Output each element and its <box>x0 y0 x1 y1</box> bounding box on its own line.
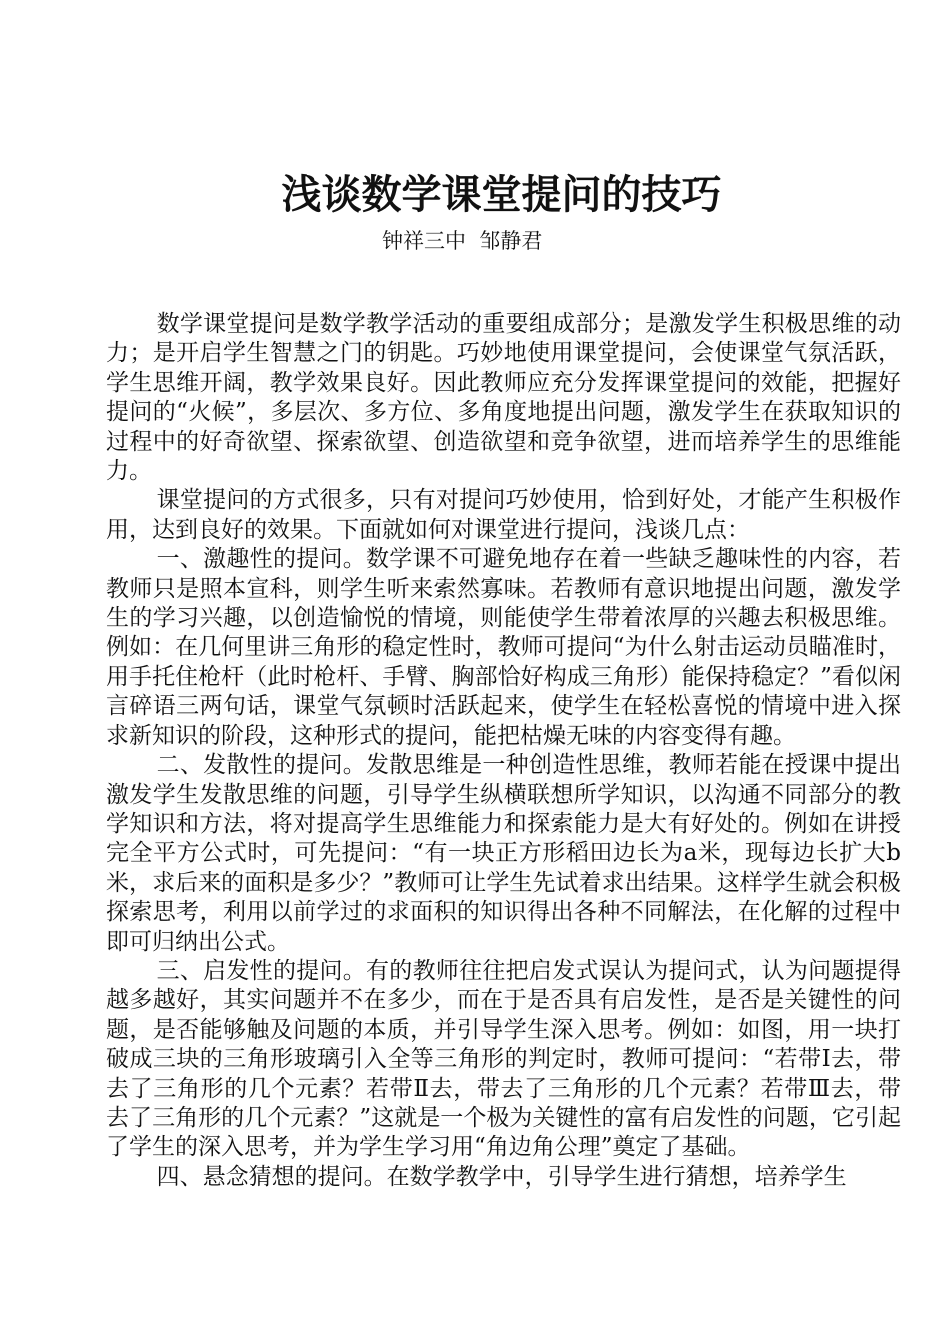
article-title: 浅谈数学课堂提问的技巧 <box>281 171 722 218</box>
paragraph-section-2: 二、发散性的提问。发散思维是一种创造性思维，教师若能在授课中提出激发学生发散思维的问题，引导学生纵横联想所学知识，以沟通不同部分的教学知识和方法，将对提高学生思维能力和探索能力是大有好处的。例如在讲授完全平方公式时，可先提问：“有一块正方形稻田边长为a米，现每边长扩大b米，求后来的面积是多少？”教师可让学生先试着求出结果。这样学生就会积极探索思考，利用以前学过的求面积的知识得出各种不同解法，在化解的过程中即可归纳出公式。 <box>106 752 901 955</box>
paragraph-overview: 课堂提问的方式很多，只有对提问巧妙使用，恰到好处，才能产生积极作用，达到良好的效果。下面就如何对课堂进行提问，浅谈几点： <box>106 487 901 543</box>
paragraph-intro: 数学课堂提问是数学教学活动的重要组成部分；是激发学生积极思维的动力；是开启学生智慧之门的钥匙。巧妙地使用课堂提问，会使课堂气氛活跃，学生思维开阔，教学效果良好。因此教师应充分发挥课堂提问的效能，把握好提问的“火候”，多层次、多方位、多角度地提出问题，激发学生在获取知识的过程中的好奇欲望、探索欲望、创造欲望和竞争欲望，进而培养学生的思维能力。 <box>106 311 901 485</box>
article-author: 钟祥三中 邹静君 <box>382 229 543 253</box>
paragraph-section-3: 三、启发性的提问。有的教师往往把启发式误认为提问式，认为问题提得越多越好，其实问题并不在多少，而在于是否具有启发性，是否是关键性的问题，是否能够触及问题的本质，并引导学生深入思考。例如：如图，用一块打破成三块的三角形玻璃引入全等三角形的判定时，教师可提问：“若带Ⅰ去，带去了三角形的几个元素？若带Ⅱ去，带去了三角形的几个元素？若带Ⅲ去，带去了三角形的几个元素？”这就是一个极为关键性的富有启发性的问题，它引起了学生的深入思考，并为学生学习用“角边角公理”奠定了基础。 <box>106 957 901 1161</box>
paragraph-section-4: 四、悬念猜想的提问。在数学教学中，引导学生进行猜想，培养学生 <box>156 1163 847 1190</box>
paragraph-section-1: 一、激趣性的提问。数学课不可避免地存在着一些缺乏趣味性的内容，若教师只是照本宣科，则学生听来索然寡味。若教师有意识地提出问题，激发学生的学习兴趣，以创造愉悦的情境，则能使学生带着浓厚的兴趣去积极思维。例如：在几何里讲三角形的稳定性时，教师可提问“为什么射击运动员瞄准时，用手托住枪杆（此时枪杆、手臂、胸部恰好构成三角形）能保持稳定？”看似闲言碎语三两句话，课堂气氛顿时活跃起来，使学生在轻松喜悦的情境中进入探求新知识的阶段，这种形式的提问，能把枯燥无味的内容变得有趣。 <box>106 546 901 749</box>
article-body <box>106 310 901 1192</box>
